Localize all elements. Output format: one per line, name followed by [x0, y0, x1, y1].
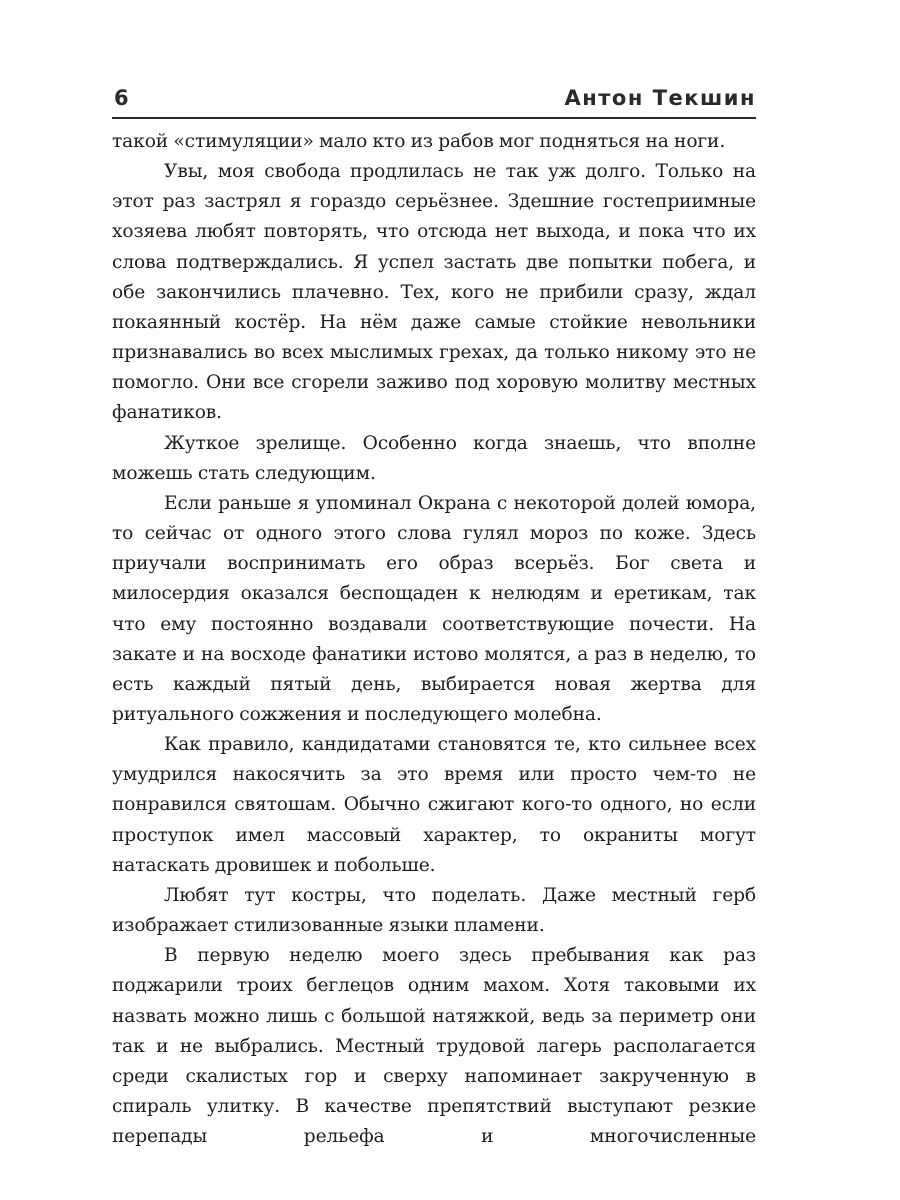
page-number: 6 — [114, 86, 129, 110]
paragraph-6: Любят тут костры, что поделать. Даже местный герб изображает стилизованные языки пламени. — [112, 884, 756, 937]
paragraph-4: Если раньше я упоминал Окрана с некоторой долей юмора, то сейчас от одного этого слова гулял мороз по коже. Здесь приучали воспринимать его образ всерьёз. Бог света и милосердия оказался беспощаден к нелюдям и еретикам, так что ему постоянно воздавали соответствующие почести. На закате и на восходе фанатики истово молятся, а раз в неделю, то есть каждый пятый день, выбирается новая жертва для ритуального сожжения и последующего молебна. — [112, 492, 756, 725]
page-header — [112, 84, 756, 114]
paragraph-1: такой «стимуляции» мало кто из рабов мог подняться на ноги. — [112, 131, 726, 152]
paragraph-7: В первую неделю моего здесь пребывания как раз поджарили троих беглецов одним махом. Хотя таковыми их назвать можно лишь с большой натяжкой, ведь за периметр они так и не выбрались. Местный трудовой лагерь располагается среди скалистых гор и сверху напоминает закрученную в спираль улитку. В качестве препятствий выступают резкие перепады рельефа и многочисленные — [112, 945, 756, 1148]
paragraph-5: Как правило, кандидатами становятся те, кто сильнее всех умудрился накосячить за это время или просто чем-то не понравился святошам. Обычно сжигают кого-то одного, но если проступок имел массовый характер, то окраниты могут натаскать дровишек и побольше. — [112, 734, 756, 876]
running-title-author: Антон Текшин — [564, 86, 756, 110]
paragraph-2: Увы, моя свобода продлилась не так уж долго. Только на этот раз застрял я гораздо серьёзнее. Здешние гостеприимные хозяева любят повторять, что отсюда нет выхода, и пока что их слова подтверждались. Я успел застать две попытки побега, и обе закончились плачевно. Тех, кого не прибили сразу, ждал покаянный костёр. На нём даже самые стойкие невольники признавались во всех мыслимых грехах, да только никому это не помогло. Они все сгорели заживо под хоровую молитву местных фанатиков. — [112, 161, 756, 424]
header-rule — [112, 117, 756, 119]
text-body — [112, 127, 756, 1152]
paragraph-3: Жуткое зрелище. Особенно когда знаешь, что вполне можешь стать следующим. — [112, 432, 756, 484]
